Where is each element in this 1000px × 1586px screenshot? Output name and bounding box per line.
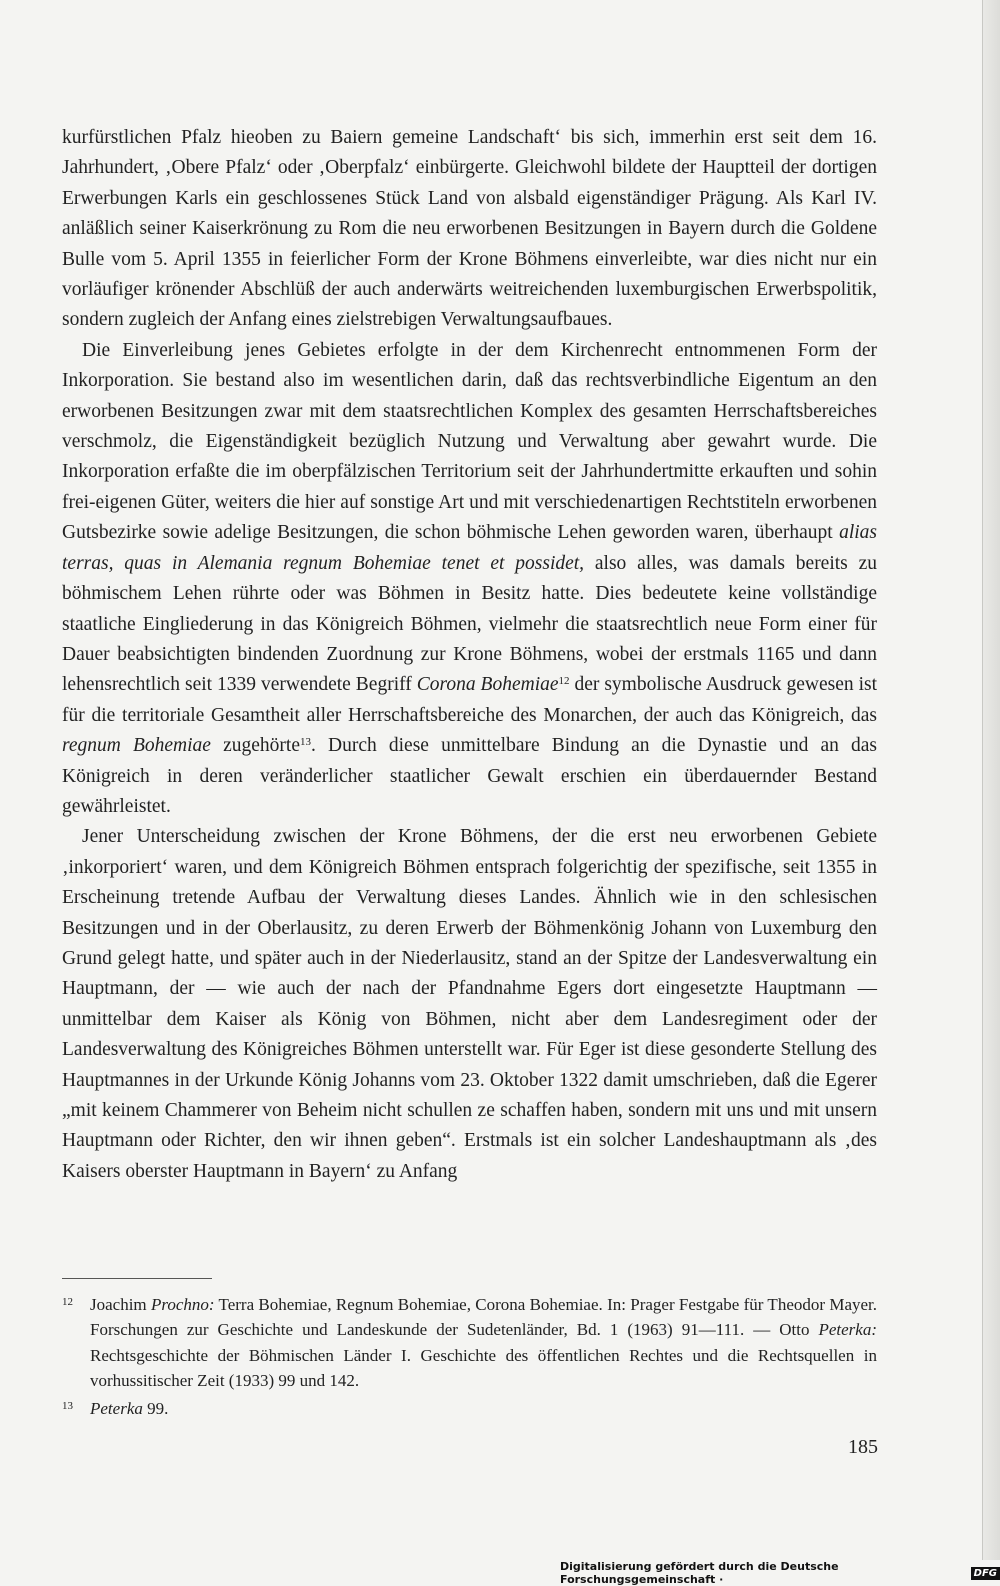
footnotes [62, 1292, 877, 1423]
footnote-text: 99. [142, 1398, 169, 1418]
p3-text: Jener Unterscheidung zwischen der Krone Böhmens, der die erst neu erworbenen Gebiete ‚inkorporiert‘ waren, und dem Königreich Böhmen entsprach folgerichtig der spezifische, seit 1355 in Erscheinung tretende Aufbau der Verwaltung dieses Landes. Ähnlich wie in den schlesischen Besitzungen und in der Oberlausitz, zu deren Erwerb der Böhmenkönig Johann von Luxemburg den Grund gelegt hatte, und später auch in der Niederlausitz, stand an der Spitze der Landesverwaltung ein Hauptmann, der — wie auch der nach der Pfandnahme Egers dort eingesetzte Hauptmann — unmittelbar dem Kaiser als König von Böhmen, nicht aber dem Landesregiment oder der Landesverwaltung des Königreiches Böhmen unterstellt war. Für Eger ist diese gesonderte Stellung des Hauptmannes in der Urkunde König Johanns vom 23. Oktober 1322 damit umschrieben, daß die Egerer „mit keinem Chammerer von Beheim nicht schullen ze schaffen haben, sondern mit uns und mit unsern Hauptmann oder Richter, den wir ihnen geben“. Erstmals ist ein solcher Landeshauptmann als ‚des Kaisers oberster Hauptmann in Bayern‘ zu Anfang [62, 826, 877, 1182]
p1-text: kurfürstlichen Pfalz hieoben zu Baiern gemeine Landschaft‘ bis sich, immerhin erst seit dem 16. Jahrhundert, ‚Obere Pfalz‘ oder ‚Oberpfalz‘ einbürgerte. Gleichwohl bildete der Hauptteil der dortigen Erwerbungen Karls ein geschlossenes Stück Land von alsbald eigenständiger Prägung. Als Karl IV. anläßlich seiner Kaiserkrönung zu Rom die neu erworbenen Besitzungen in Bayern durch die Goldene Bulle vom 5. April 1355 in feierlicher Form der Krone Böhmens einverleibte, war dies nicht nur ein vorläufiger krönender Abschlüß der auch anderwärts weitreichenden luxemburgischen Erwerbspolitik, sondern zugleich der Anfang eines zielstrebigen Verwaltungsaufbaues. [62, 127, 877, 331]
footnote-ref-12[interactable]: 12 [558, 675, 570, 688]
dfg-logo: DFG [971, 1567, 1000, 1580]
page-number: 185 [848, 1436, 878, 1458]
footnote-13: 13 Peterka 99. [62, 1398, 169, 1418]
footnote-author: Peterka: [818, 1320, 877, 1340]
p2-text-a: Die Einverleibung jenes Gebietes erfolgte in der dem Kirchenrecht entnommenen Form der Inkorporation. Sie bestand also im wesentlichen darin, daß das rechtsverbindliche Eigentum an den erworbenen Besitzungen zwar mit dem staatsrechtlichen Komplex des gesamten Herrschaftsbereiches verschmolz, die Eigenständigkeit bezüglich Nutzung und Verwaltung aber gewahrt wurde. Die Inkorporation erfaßte die im oberpfälzischen Territorium seit der Jahrhundertmitte erkauften und sohin frei-eigenen Güter, weiters die hier auf sonstige Art und mit verschiedenartigen Rechtstiteln erworbenen Gutsbezirke sowie adelige Besitzungen, die schon böhmische Lehen geworden waren, überhaupt [62, 339, 877, 544]
p2-italic-latin: alias terras, quas in Alemania regnum Bohemiae tenet et possidet, [62, 522, 877, 574]
credit-text: Digitalisierung gefördert durch die Deutsche Forschungsgemeinschaft · [560, 1560, 839, 1586]
p2-text-d: zugehörte [210, 735, 300, 757]
p2-italic-regnum: regnum Bohemiae [62, 735, 211, 757]
p2-text-b: also alles, was damals bereits zu böhmischem Lehen rührte oder was Böhmen in Besitz hatte. Dies bedeutete keine vollständige staatliche Eingliederung in das Königreich Böhmen, vielmehr die staatsrechtlich neue Form einer für Dauer beabsichtigten bindenden Zuordnung zur Krone Böhmens, wobei der erstmals 1165 und dann lehensrechtlich seit 1339 verwendete Begriff [62, 552, 877, 696]
footnote-text: Terra Bohemiae, Regnum Bohemiae, Corona Bohemiae. In: Prager Festgabe für Theodor Mayer. Forschungen zur Geschichte und Landeskunde der Sudetenländer, Bd. 1 (1963) 91—111. — Otto [90, 1295, 878, 1340]
footnote-author: Peterka [90, 1398, 143, 1418]
paragraph-2 [62, 336, 877, 823]
footnote-text: Joachim [90, 1295, 151, 1314]
paragraph-3 [62, 822, 877, 1187]
footnote-divider [62, 1278, 212, 1279]
digitization-credit [560, 1560, 1000, 1586]
body-text [62, 123, 877, 1187]
p2-text-c: der symbolische Ausdruck gewesen ist für die territoriale Gesamtheit aller Herrschaftsbereiche des Monarchen, der auch das Königreich, das [62, 674, 878, 726]
footnote-author: Prochno: [150, 1295, 215, 1314]
footnote-12: 12 Joachim Prochno: Terra Bohemiae, Regnum Bohemiae, Corona Bohemiae. In: Prager Festgabe für Theodor Mayer. Forschungen zur Geschichte und Landeskunde der Sudetenländer, Bd. 1 (1963) 91—111. — Otto Peterka: Rechtsgeschichte der Böhmischen Länder I. Geschichte des öffentlichen Rechtes und die Rechtsquellen in vorhussitischer Zeit (1933) 99 und 142. [62, 1295, 878, 1391]
p2-text-e: . Durch diese unmittelbare Bindung an die Dynastie und an das Königreich in deren veränderlicher staatlicher Gewalt erschien ein überdauernder Bestand gewährleistet. [62, 735, 877, 817]
paragraph-1 [62, 123, 877, 336]
page-edge [982, 0, 1000, 1560]
p2-italic-corona: Corona Bohemiae [416, 674, 559, 696]
footnote-ref-13[interactable]: 13 [300, 736, 311, 749]
footnote-text: Rechtsgeschichte der Böhmischen Länder I. Geschichte des öffentlichen Rechtes und die Rechtsquellen in vorhussitischer Zeit (1933) 99 und 142. [90, 1345, 877, 1391]
